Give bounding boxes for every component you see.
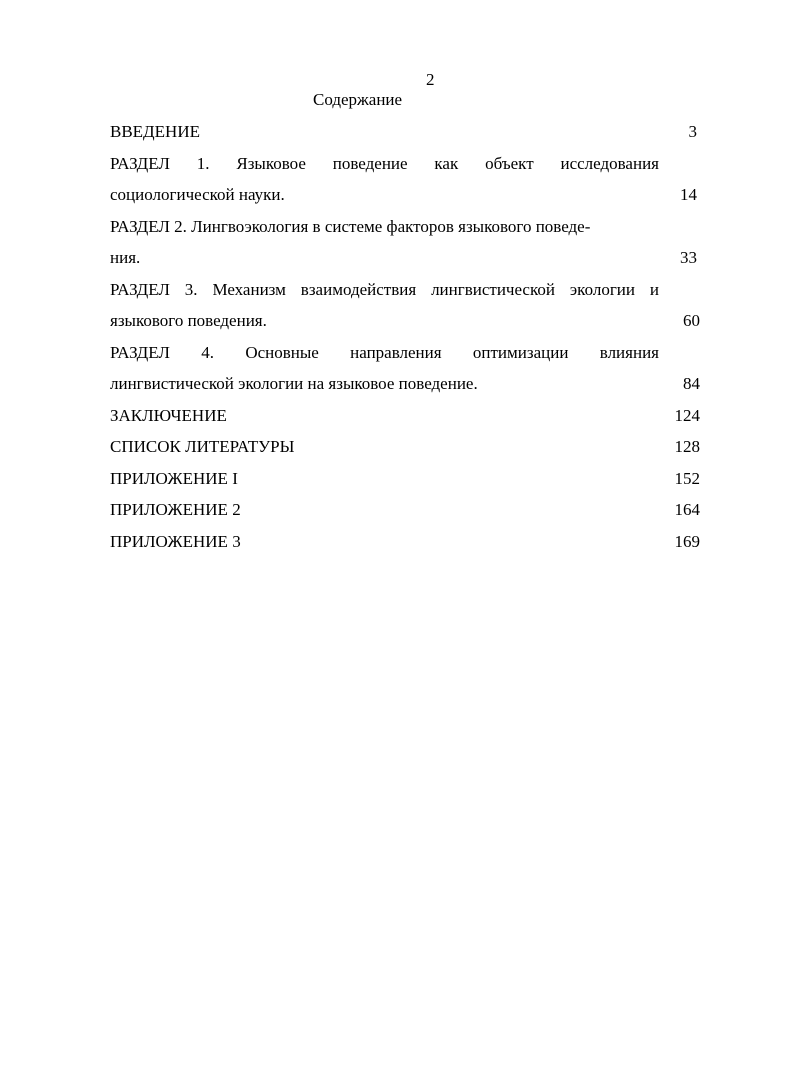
toc-entry-section-3-line-1[interactable] <box>110 278 700 310</box>
toc-entry-page: 164 <box>674 500 700 519</box>
toc-entry-section-2-line-2[interactable] <box>110 246 700 278</box>
toc-entry-page: 124 <box>674 405 700 425</box>
toc-entry-page: 169 <box>674 531 700 551</box>
toc-entry-page: 14 <box>680 185 697 204</box>
page-number: 2 <box>426 70 435 89</box>
toc-entry-label: ПРИЛОЖЕНИЕ 3 <box>110 531 241 551</box>
toc-entry-section-4-line-1[interactable] <box>110 341 700 373</box>
toc-entry-label: ПРИЛОЖЕНИЕ 2 <box>110 500 241 519</box>
toc-entry-appendix-3[interactable] <box>110 530 700 562</box>
toc-entry-section-2-line-1[interactable] <box>110 215 700 247</box>
toc-entry-page: 3 <box>688 122 697 141</box>
toc-entry-page: 60 <box>683 311 700 330</box>
toc-entry-section-3-line-2[interactable] <box>110 309 700 341</box>
toc-entry-introduction[interactable] <box>110 120 700 152</box>
toc-entry-label-continued: социологической науки. <box>110 185 285 204</box>
toc-entry-section-1-line-1[interactable] <box>110 152 700 184</box>
toc-entry-label: ВВЕДЕНИЕ <box>110 122 200 141</box>
toc-entry-label: РАЗДЕЛ 4. Основные направления оптимизации влияния <box>110 342 659 362</box>
toc-entry-bibliography[interactable] <box>110 435 700 467</box>
toc-entry-label-continued: лингвистической экологии на языковое поведение. <box>110 374 478 393</box>
toc-entry-label-continued: языкового поведения. <box>110 311 267 330</box>
toc-entry-page: 84 <box>683 374 700 393</box>
toc-entry-page: 128 <box>674 437 700 456</box>
toc-entry-page: 152 <box>674 468 700 488</box>
toc-entry-page: 33 <box>680 248 697 267</box>
toc-entry-label-continued: ния. <box>110 248 141 267</box>
page-title: Содержание <box>313 90 403 109</box>
toc-entry-label: ЗАКЛЮЧЕНИЕ <box>110 405 227 425</box>
toc-entry-label: РАЗДЕЛ 1. Языковое поведение как объект исследования <box>110 153 659 173</box>
toc-entry-section-4-line-2[interactable] <box>110 372 700 404</box>
toc-entry-section-1-line-2[interactable] <box>110 183 700 215</box>
toc-entry-appendix-2[interactable] <box>110 498 700 530</box>
toc-entry-label: РАЗДЕЛ 3. Механизм взаимодействия лингвистической экологии и <box>110 279 659 299</box>
toc-entry-appendix-1[interactable] <box>110 467 700 499</box>
toc-entry-label: СПИСОК ЛИТЕРАТУРЫ <box>110 437 295 456</box>
toc-entry-label: ПРИЛОЖЕНИЕ I <box>110 468 238 488</box>
toc-entry-conclusion[interactable] <box>110 404 700 436</box>
toc-entry-label: РАЗДЕЛ 2. Лингвоэкология в системе факторов языкового поведе- <box>110 216 591 236</box>
table-of-contents <box>110 120 700 561</box>
